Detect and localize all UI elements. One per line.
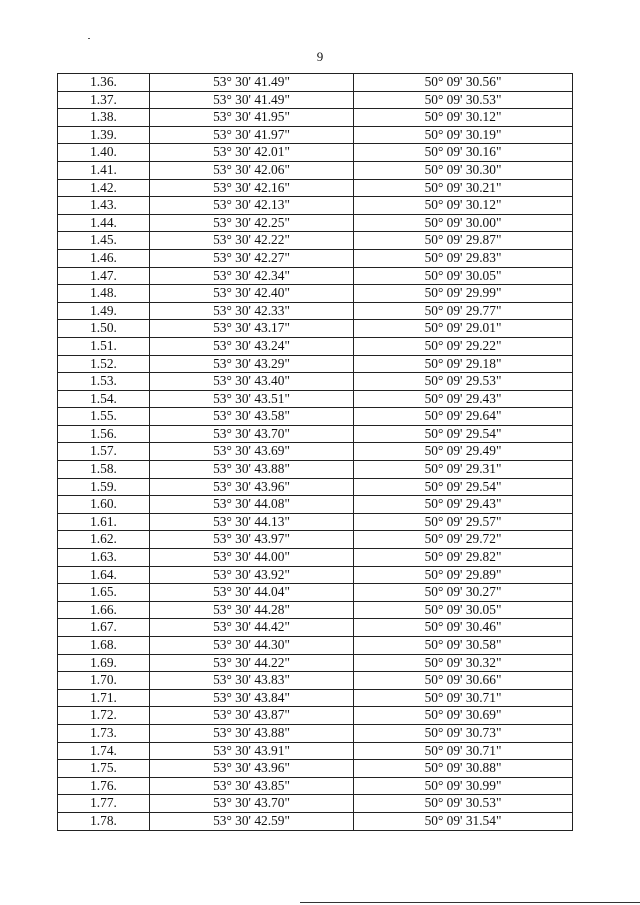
latitude-cell: 53° 30' 43.84" — [150, 689, 354, 707]
latitude-cell: 53° 30' 42.06" — [150, 161, 354, 179]
point-number-cell: 1.40. — [58, 144, 150, 162]
table-row — [58, 249, 573, 267]
latitude-cell: 53° 30' 43.97" — [150, 531, 354, 549]
longitude-cell: 50° 09' 29.57" — [354, 513, 573, 531]
table-row — [58, 531, 573, 549]
latitude-cell: 53° 30' 43.88" — [150, 461, 354, 479]
point-number-cell: 1.52. — [58, 355, 150, 373]
longitude-cell: 50° 09' 30.58" — [354, 637, 573, 655]
longitude-cell: 50° 09' 29.18" — [354, 355, 573, 373]
latitude-cell: 53° 30' 44.28" — [150, 601, 354, 619]
latitude-cell: 53° 30' 41.95" — [150, 109, 354, 127]
longitude-cell: 50° 09' 29.83" — [354, 249, 573, 267]
longitude-cell: 50° 09' 29.22" — [354, 337, 573, 355]
latitude-cell: 53° 30' 41.49" — [150, 74, 354, 92]
point-number-cell: 1.66. — [58, 601, 150, 619]
point-number-cell: 1.77. — [58, 795, 150, 813]
longitude-cell: 50° 09' 29.89" — [354, 566, 573, 584]
point-number-cell: 1.53. — [58, 373, 150, 391]
latitude-cell: 53° 30' 42.27" — [150, 249, 354, 267]
point-number-cell: 1.38. — [58, 109, 150, 127]
table-row — [58, 566, 573, 584]
coordinates-table-body — [58, 74, 573, 831]
table-row — [58, 584, 573, 602]
latitude-cell: 53° 30' 41.97" — [150, 126, 354, 144]
latitude-cell: 53° 30' 44.00" — [150, 549, 354, 567]
longitude-cell: 50° 09' 30.71" — [354, 742, 573, 760]
longitude-cell: 50° 09' 29.53" — [354, 373, 573, 391]
table-row — [58, 285, 573, 303]
latitude-cell: 53° 30' 42.16" — [150, 179, 354, 197]
point-number-cell: 1.44. — [58, 214, 150, 232]
table-row — [58, 161, 573, 179]
longitude-cell: 50° 09' 29.99" — [354, 285, 573, 303]
longitude-cell: 50° 09' 29.82" — [354, 549, 573, 567]
latitude-cell: 53° 30' 43.85" — [150, 777, 354, 795]
longitude-cell: 50° 09' 30.19" — [354, 126, 573, 144]
longitude-cell: 50° 09' 30.32" — [354, 654, 573, 672]
point-number-cell: 1.65. — [58, 584, 150, 602]
longitude-cell: 50° 09' 30.12" — [354, 109, 573, 127]
point-number-cell: 1.46. — [58, 249, 150, 267]
longitude-cell: 50° 09' 29.31" — [354, 461, 573, 479]
page-number: 9 — [316, 49, 324, 64]
point-number-cell: 1.48. — [58, 285, 150, 303]
latitude-cell: 53° 30' 43.51" — [150, 390, 354, 408]
latitude-cell: 53° 30' 42.22" — [150, 232, 354, 250]
scan-mark — [88, 38, 90, 39]
longitude-cell: 50° 09' 29.64" — [354, 408, 573, 426]
longitude-cell: 50° 09' 30.56" — [354, 74, 573, 92]
latitude-cell: 53° 30' 43.40" — [150, 373, 354, 391]
longitude-cell: 50° 09' 29.01" — [354, 320, 573, 338]
table-row — [58, 549, 573, 567]
table-row — [58, 637, 573, 655]
latitude-cell: 53° 30' 43.70" — [150, 425, 354, 443]
table-row — [58, 214, 573, 232]
latitude-cell: 53° 30' 42.01" — [150, 144, 354, 162]
longitude-cell: 50° 09' 30.88" — [354, 760, 573, 778]
latitude-cell: 53° 30' 44.04" — [150, 584, 354, 602]
latitude-cell: 53° 30' 43.58" — [150, 408, 354, 426]
longitude-cell: 50° 09' 30.16" — [354, 144, 573, 162]
point-number-cell: 1.57. — [58, 443, 150, 461]
longitude-cell: 50° 09' 30.53" — [354, 91, 573, 109]
latitude-cell: 53° 30' 43.69" — [150, 443, 354, 461]
latitude-cell: 53° 30' 44.42" — [150, 619, 354, 637]
table-row — [58, 179, 573, 197]
longitude-cell: 50° 09' 29.49" — [354, 443, 573, 461]
longitude-cell: 50° 09' 30.53" — [354, 795, 573, 813]
latitude-cell: 53° 30' 43.83" — [150, 672, 354, 690]
point-number-cell: 1.60. — [58, 496, 150, 514]
point-number-cell: 1.37. — [58, 91, 150, 109]
point-number-cell: 1.55. — [58, 408, 150, 426]
longitude-cell: 50° 09' 30.12" — [354, 197, 573, 215]
table-row — [58, 619, 573, 637]
point-number-cell: 1.41. — [58, 161, 150, 179]
point-number-cell: 1.50. — [58, 320, 150, 338]
longitude-cell: 50° 09' 30.27" — [354, 584, 573, 602]
point-number-cell: 1.61. — [58, 513, 150, 531]
point-number-cell: 1.36. — [58, 74, 150, 92]
latitude-cell: 53° 30' 44.22" — [150, 654, 354, 672]
point-number-cell: 1.49. — [58, 302, 150, 320]
latitude-cell: 53° 30' 42.59" — [150, 812, 354, 830]
latitude-cell: 53° 30' 41.49" — [150, 91, 354, 109]
table-row — [58, 74, 573, 92]
latitude-cell: 53° 30' 42.13" — [150, 197, 354, 215]
point-number-cell: 1.74. — [58, 742, 150, 760]
point-number-cell: 1.72. — [58, 707, 150, 725]
coordinates-table — [57, 73, 573, 831]
longitude-cell: 50° 09' 29.43" — [354, 496, 573, 514]
point-number-cell: 1.76. — [58, 777, 150, 795]
point-number-cell: 1.62. — [58, 531, 150, 549]
longitude-cell: 50° 09' 29.54" — [354, 425, 573, 443]
table-row — [58, 478, 573, 496]
point-number-cell: 1.68. — [58, 637, 150, 655]
table-row — [58, 109, 573, 127]
latitude-cell: 53° 30' 42.33" — [150, 302, 354, 320]
table-row — [58, 689, 573, 707]
point-number-cell: 1.59. — [58, 478, 150, 496]
latitude-cell: 53° 30' 44.13" — [150, 513, 354, 531]
latitude-cell: 53° 30' 43.17" — [150, 320, 354, 338]
footer-rule — [300, 902, 640, 903]
latitude-cell: 53° 30' 44.08" — [150, 496, 354, 514]
longitude-cell: 50° 09' 30.66" — [354, 672, 573, 690]
table-row — [58, 320, 573, 338]
latitude-cell: 53° 30' 42.25" — [150, 214, 354, 232]
longitude-cell: 50° 09' 30.05" — [354, 601, 573, 619]
latitude-cell: 53° 30' 43.96" — [150, 478, 354, 496]
table-row — [58, 461, 573, 479]
latitude-cell: 53° 30' 42.40" — [150, 285, 354, 303]
latitude-cell: 53° 30' 43.70" — [150, 795, 354, 813]
longitude-cell: 50° 09' 30.05" — [354, 267, 573, 285]
longitude-cell: 50° 09' 30.69" — [354, 707, 573, 725]
table-row — [58, 601, 573, 619]
table-row — [58, 390, 573, 408]
table-row — [58, 812, 573, 830]
latitude-cell: 53° 30' 44.30" — [150, 637, 354, 655]
table-row — [58, 91, 573, 109]
longitude-cell: 50° 09' 30.73" — [354, 724, 573, 742]
point-number-cell: 1.67. — [58, 619, 150, 637]
table-row — [58, 724, 573, 742]
table-row — [58, 443, 573, 461]
table-row — [58, 144, 573, 162]
latitude-cell: 53° 30' 43.91" — [150, 742, 354, 760]
longitude-cell: 50° 09' 30.00" — [354, 214, 573, 232]
longitude-cell: 50° 09' 29.43" — [354, 390, 573, 408]
point-number-cell: 1.56. — [58, 425, 150, 443]
table-row — [58, 197, 573, 215]
longitude-cell: 50° 09' 29.87" — [354, 232, 573, 250]
table-row — [58, 742, 573, 760]
table-row — [58, 672, 573, 690]
table-row — [58, 355, 573, 373]
longitude-cell: 50° 09' 29.72" — [354, 531, 573, 549]
point-number-cell: 1.71. — [58, 689, 150, 707]
point-number-cell: 1.78. — [58, 812, 150, 830]
table-row — [58, 707, 573, 725]
point-number-cell: 1.73. — [58, 724, 150, 742]
table-row — [58, 337, 573, 355]
table-row — [58, 267, 573, 285]
table-row — [58, 496, 573, 514]
point-number-cell: 1.51. — [58, 337, 150, 355]
point-number-cell: 1.70. — [58, 672, 150, 690]
point-number-cell: 1.75. — [58, 760, 150, 778]
point-number-cell: 1.54. — [58, 390, 150, 408]
table-row — [58, 760, 573, 778]
point-number-cell: 1.58. — [58, 461, 150, 479]
point-number-cell: 1.42. — [58, 179, 150, 197]
longitude-cell: 50° 09' 30.46" — [354, 619, 573, 637]
latitude-cell: 53° 30' 43.24" — [150, 337, 354, 355]
latitude-cell: 53° 30' 43.92" — [150, 566, 354, 584]
longitude-cell: 50° 09' 30.71" — [354, 689, 573, 707]
point-number-cell: 1.69. — [58, 654, 150, 672]
longitude-cell: 50° 09' 30.30" — [354, 161, 573, 179]
table-row — [58, 777, 573, 795]
point-number-cell: 1.45. — [58, 232, 150, 250]
latitude-cell: 53° 30' 42.34" — [150, 267, 354, 285]
table-row — [58, 373, 573, 391]
longitude-cell: 50° 09' 31.54" — [354, 812, 573, 830]
longitude-cell: 50° 09' 30.99" — [354, 777, 573, 795]
latitude-cell: 53° 30' 43.88" — [150, 724, 354, 742]
table-row — [58, 302, 573, 320]
latitude-cell: 53° 30' 43.29" — [150, 355, 354, 373]
table-row — [58, 513, 573, 531]
latitude-cell: 53° 30' 43.87" — [150, 707, 354, 725]
table-row — [58, 425, 573, 443]
point-number-cell: 1.63. — [58, 549, 150, 567]
point-number-cell: 1.47. — [58, 267, 150, 285]
table-row — [58, 232, 573, 250]
table-row — [58, 126, 573, 144]
table-row — [58, 654, 573, 672]
longitude-cell: 50° 09' 29.77" — [354, 302, 573, 320]
point-number-cell: 1.43. — [58, 197, 150, 215]
longitude-cell: 50° 09' 30.21" — [354, 179, 573, 197]
table-row — [58, 795, 573, 813]
point-number-cell: 1.39. — [58, 126, 150, 144]
latitude-cell: 53° 30' 43.96" — [150, 760, 354, 778]
longitude-cell: 50° 09' 29.54" — [354, 478, 573, 496]
table-row — [58, 408, 573, 426]
point-number-cell: 1.64. — [58, 566, 150, 584]
